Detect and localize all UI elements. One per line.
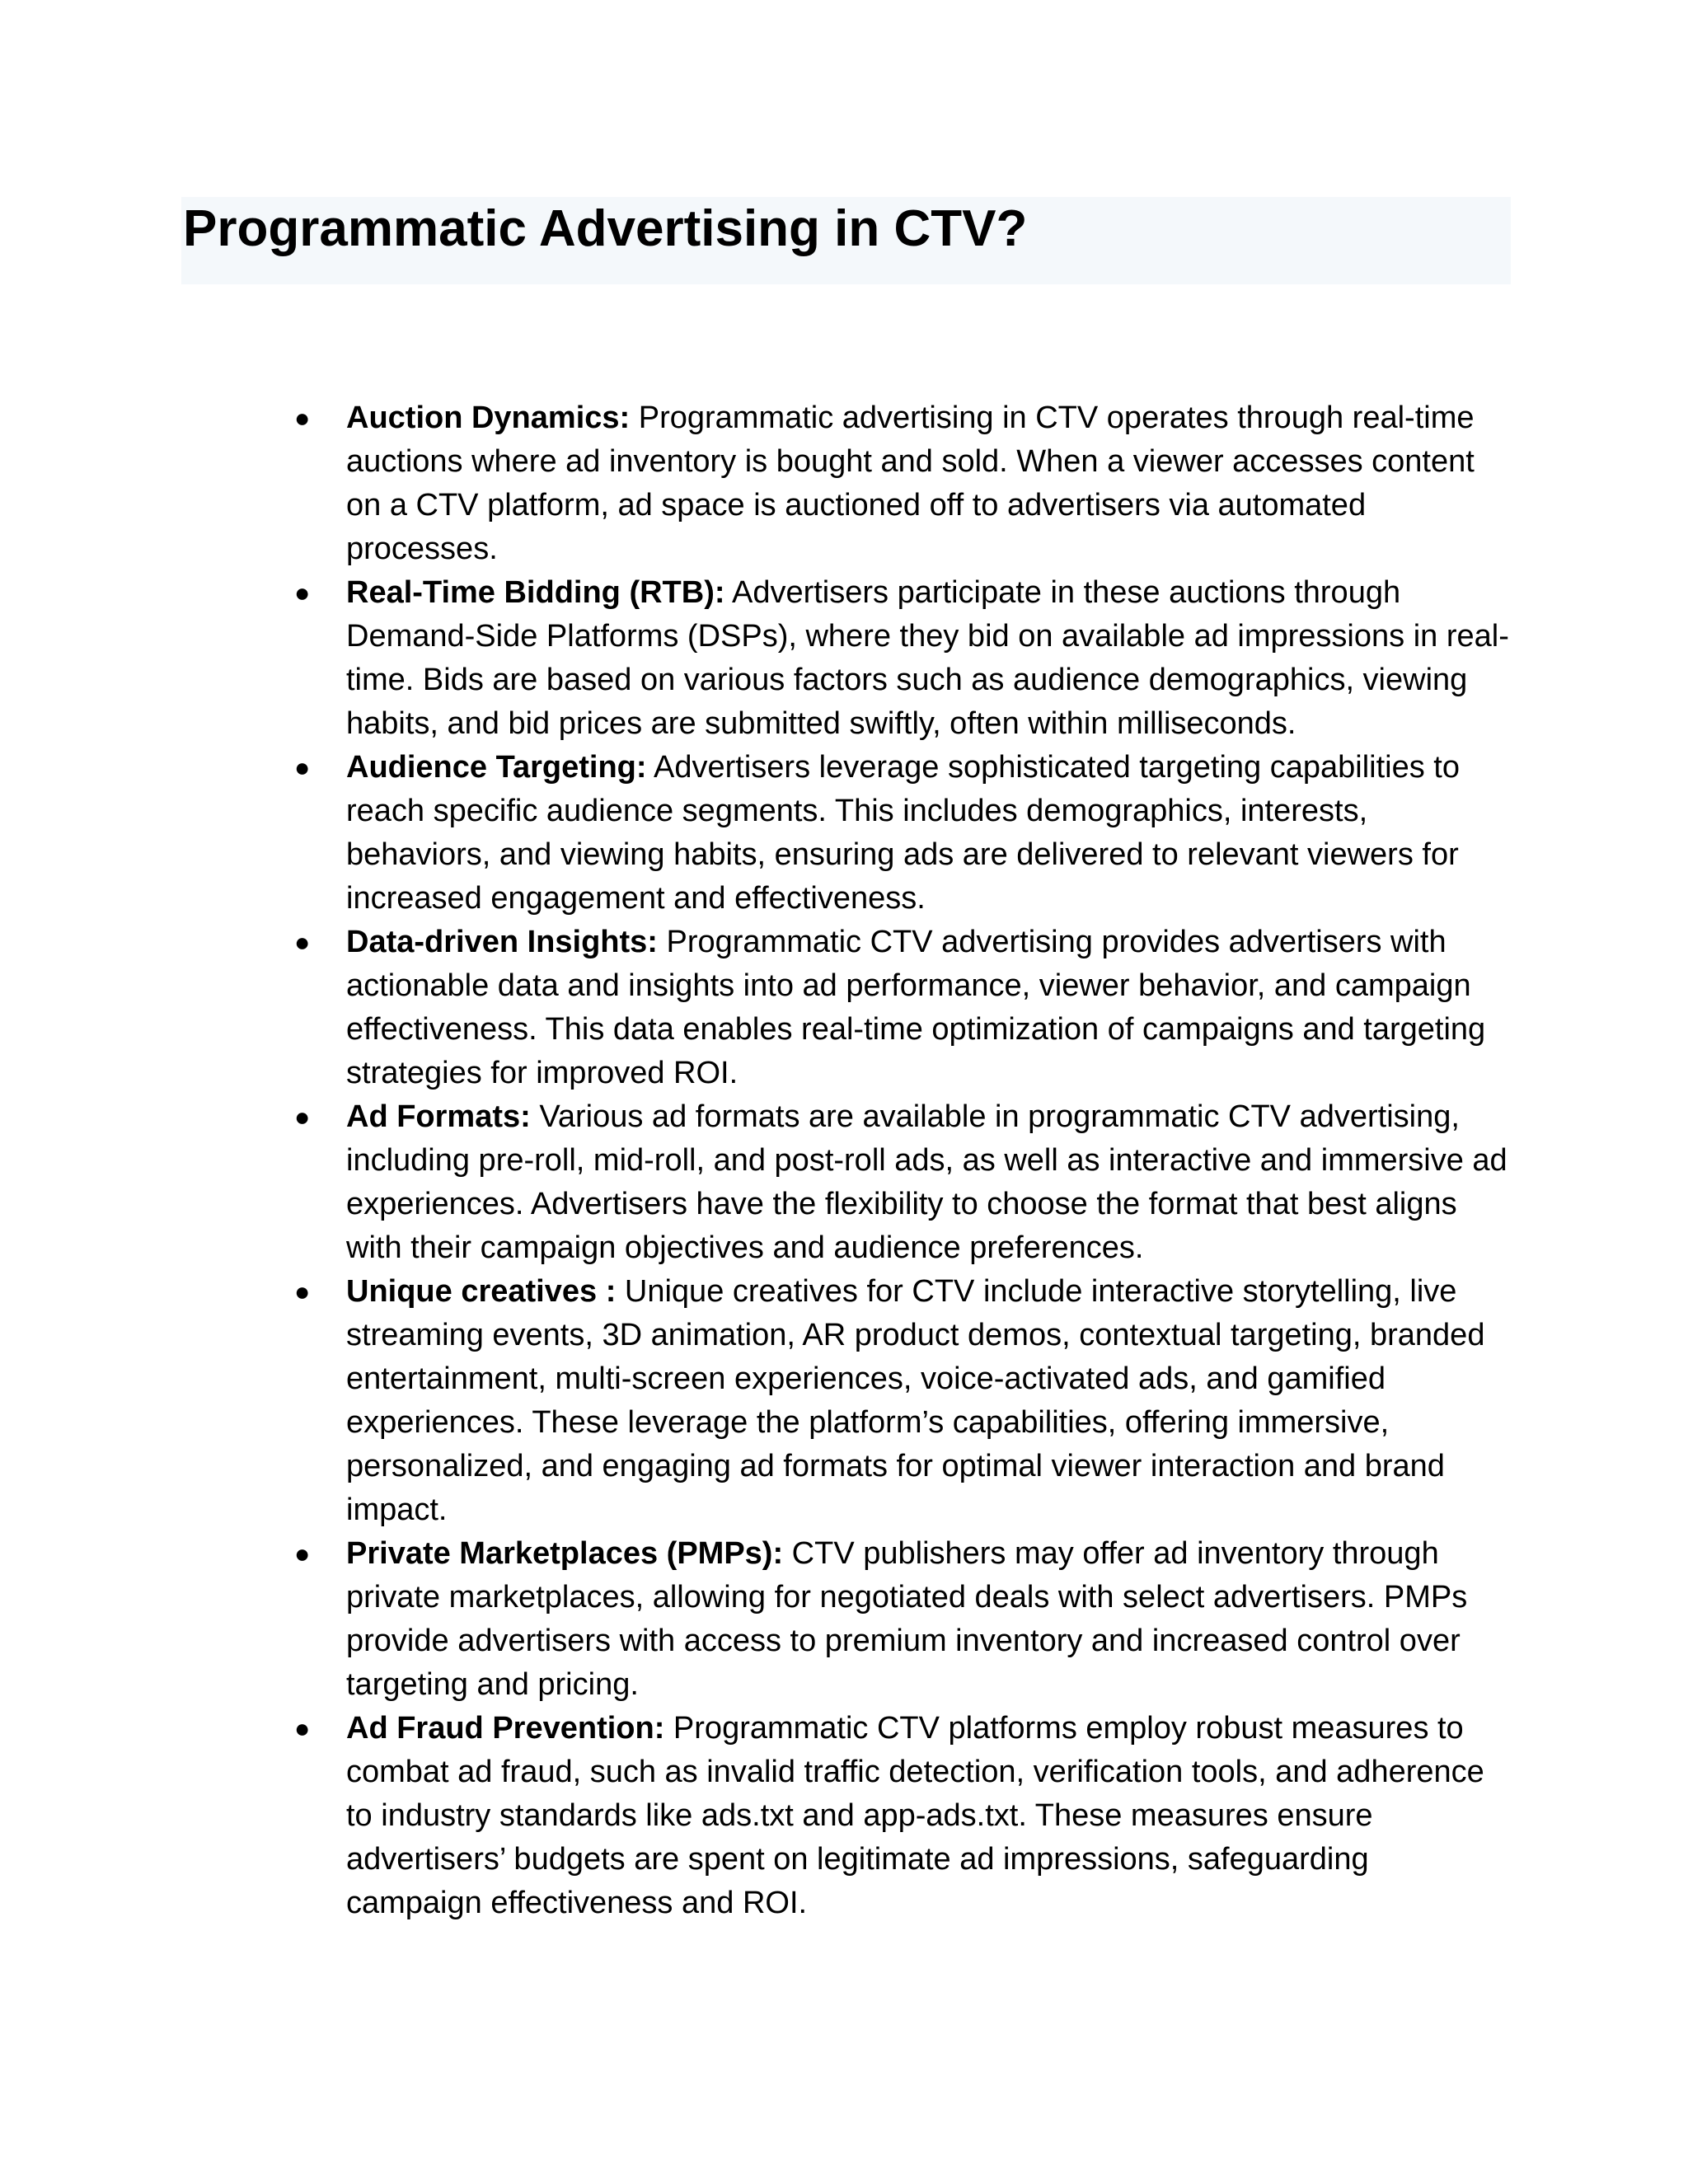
page-title: Programmatic Advertising in CTV? <box>183 200 1028 257</box>
bullet-item-auction-dynamics <box>292 396 1512 571</box>
bullet-text: CTV publishers may offer ad inventory through private marketplaces, allowing for negotiated deals with select advertisers. PMPs provide advertisers with access to premium inventory and increased control over targeting and pricing. <box>346 1536 1468 1702</box>
bullet-text: Advertisers leverage sophisticated targeting capabilities to reach specific audience segments. This includes demographics, interests, behaviors, and viewing habits, ensuring ads are delivered to relevant viewers for increased engagement and effectiveness. <box>346 750 1460 916</box>
bullet-icon: ● <box>294 927 311 957</box>
bullet-icon: ● <box>294 1539 311 1568</box>
bullet-icon: ● <box>294 1277 311 1306</box>
bullet-label: Auction Dynamics: <box>346 401 631 435</box>
bullet-text: Programmatic CTV platforms employ robust measures to combat ad fraud, such as invalid traffic detection, verification tools, and adherence to industry standards like ads.txt and app-ads.txt. These measures ensure advertisers’ budgets are spent on legitimate ad impressions, safeguarding campaign effectiveness and ROI. <box>346 1711 1484 1920</box>
bullet-label: Data-driven Insights: <box>346 925 658 959</box>
bullet-label: Real-Time Bidding (RTB): <box>346 575 725 610</box>
bullet-item-ad-formats <box>292 1095 1512 1270</box>
bullet-item-unique-creatives <box>292 1270 1512 1532</box>
bullet-item-ad-fraud-prevention <box>292 1707 1512 1925</box>
bullet-icon: ● <box>294 578 311 607</box>
bullet-icon: ● <box>294 1102 311 1132</box>
bullet-text: Unique creatives for CTV include interactive storytelling, live streaming events, 3D animation, AR product demos, contextual targeting, branded entertainment, multi-screen experiences, voice-activated ads, and gamified experiences. These leverage the platform’s capabilities, offering immersive, personalized, and engaging ad formats for optimal viewer interaction and brand impact. <box>346 1274 1485 1527</box>
bullet-text: Various ad formats are available in programmatic CTV advertising, including pre-roll, mid-roll, and post-roll ads, as well as interactive and immersive ad experiences. Advertisers have the flexibility to choose the format that best aligns with their campaign objectives and audience preferences. <box>346 1099 1507 1265</box>
bullet-item-real-time-bidding <box>292 571 1512 746</box>
bullet-label: Audience Targeting: <box>346 750 647 785</box>
bullet-text: Programmatic advertising in CTV operates through real-time auctions where ad inventory is bought and sold. When a viewer accesses content on a CTV platform, ad space is auctioned off to advertisers via automated processes. <box>346 401 1475 566</box>
bullet-text: Programmatic CTV advertising provides advertisers with actionable data and insights into ad performance, viewer behavior, and campaign effectiveness. This data enables real-time optimization of campaigns and targeting strategies for improved ROI. <box>346 925 1486 1090</box>
bullet-item-audience-targeting <box>292 746 1512 921</box>
bullet-list <box>292 396 1512 1925</box>
bullet-item-private-marketplaces <box>292 1532 1512 1707</box>
bullet-label: Unique creatives : <box>346 1274 617 1309</box>
bullet-label: Ad Fraud Prevention: <box>346 1711 665 1746</box>
bullet-icon: ● <box>294 752 311 782</box>
bullet-icon: ● <box>294 1713 311 1743</box>
bullet-item-data-driven-insights <box>292 921 1512 1095</box>
bullet-text: Advertisers participate in these auctions through Demand-Side Platforms (DSPs), where they bid on available ad impressions in real-time. Bids are based on various factors such as audience demographics, viewing habits, and bid prices are submitted swiftly, often within milliseconds. <box>346 575 1509 741</box>
bullet-icon: ● <box>294 403 311 433</box>
bullet-label: Ad Formats: <box>346 1099 531 1134</box>
bullet-label: Private Marketplaces (PMPs): <box>346 1536 784 1571</box>
